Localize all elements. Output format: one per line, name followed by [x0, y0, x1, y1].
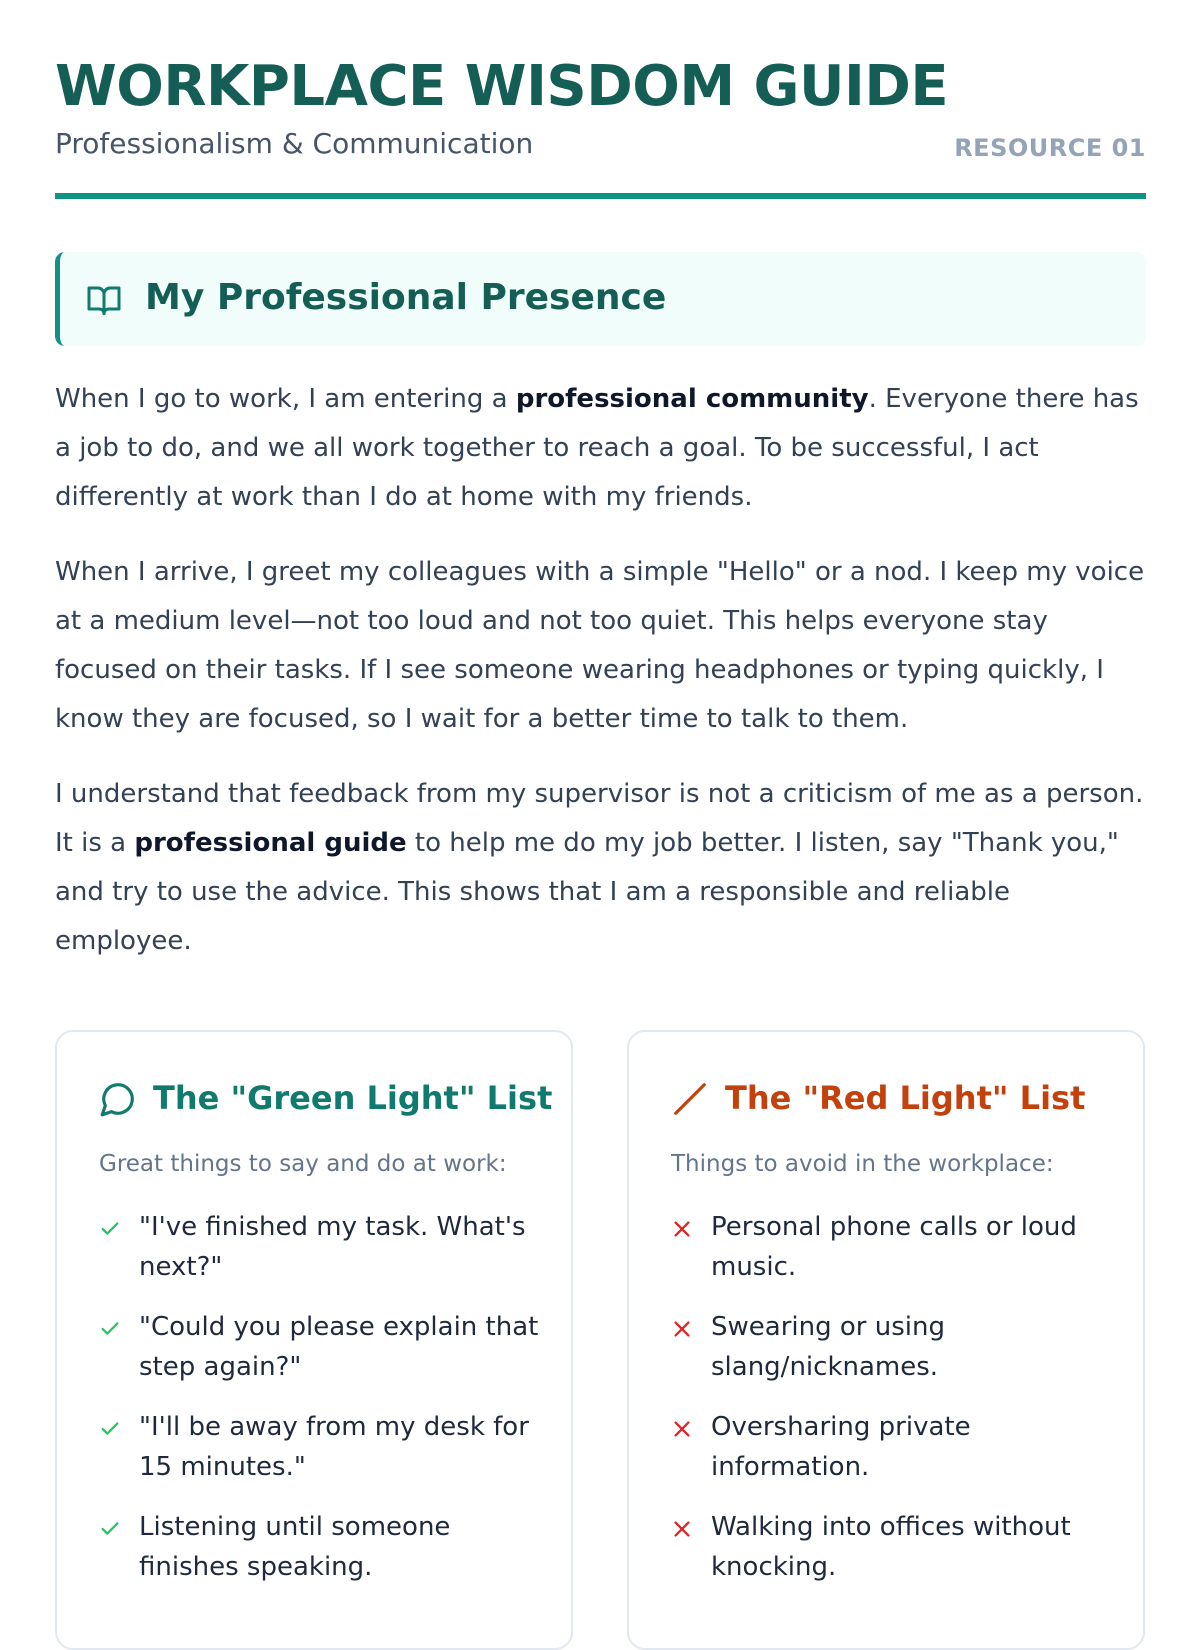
page-header — [55, 0, 1146, 200]
x-icon — [671, 1518, 693, 1540]
list-item: Swearing or using slang/nicknames. — [671, 1307, 1111, 1387]
list-item: Listening until someone finishes speaking. — [99, 1507, 539, 1587]
red-card-subtitle: Things to avoid in the workplace: — [671, 1151, 1054, 1177]
check-icon — [99, 1218, 121, 1240]
check-icon — [99, 1418, 121, 1440]
list-item: "I've finished my task. What's next?" — [99, 1207, 539, 1287]
paragraph: When I go to work, I am entering a professional community. Everyone there has a job to do, and we all work together to reach a goal. To be successful, I act differently at work than I do at home with my friends. — [55, 384, 1139, 512]
x-icon — [671, 1418, 693, 1440]
red-light-card — [627, 1030, 1145, 1650]
list-item: Personal phone calls or loud music. — [671, 1207, 1111, 1287]
section-title: My Professional Presence — [145, 277, 667, 318]
emphasis: professional community — [515, 384, 869, 414]
section-heading — [55, 252, 1146, 346]
paragraph: I understand that feedback from my supervisor is not a criticism of me as a person. It is a professional guide to help me do my job better. I listen, say "Thank you," and try to use the advice. This shows that I am a responsible and reliable employee. — [55, 779, 1144, 956]
cards-row — [55, 1030, 1146, 1650]
x-icon — [671, 1318, 693, 1340]
body-text — [55, 375, 1146, 992]
slash-icon — [671, 1080, 709, 1118]
x-icon — [671, 1218, 693, 1240]
green-list — [99, 1207, 539, 1607]
emphasis: professional guide — [134, 828, 407, 858]
red-card-title: The "Red Light" List — [725, 1079, 1086, 1117]
green-light-card — [55, 1030, 573, 1650]
green-card-subtitle: Great things to say and do at work: — [99, 1151, 507, 1177]
list-item: Walking into offices without knocking. — [671, 1507, 1111, 1587]
check-icon — [99, 1518, 121, 1540]
list-item: "I'll be away from my desk for 15 minutes." — [99, 1407, 539, 1487]
check-icon — [99, 1318, 121, 1340]
red-list — [671, 1207, 1111, 1607]
page-title: WORKPLACE WISDOM GUIDE — [55, 54, 949, 119]
header-divider — [55, 193, 1146, 199]
resource-tag: RESOURCE 01 — [954, 134, 1146, 162]
list-item: Oversharing private information. — [671, 1407, 1111, 1487]
speech-bubble-icon — [99, 1080, 137, 1118]
page-subtitle: Professionalism & Communication — [55, 127, 534, 160]
green-card-title: The "Green Light" List — [153, 1079, 553, 1117]
document-page — [55, 0, 1146, 1582]
paragraph: When I arrive, I greet my colleagues with a simple "Hello" or a nod. I keep my voice at a medium level—not too loud and not too quiet. This helps everyone stay focused on their tasks. If I see someone wearing headphones or typing quickly, I know they are focused, so I wait for a better time to talk to them. — [55, 557, 1145, 734]
book-open-icon — [86, 282, 122, 318]
list-item: "Could you please explain that step again?" — [99, 1307, 539, 1387]
